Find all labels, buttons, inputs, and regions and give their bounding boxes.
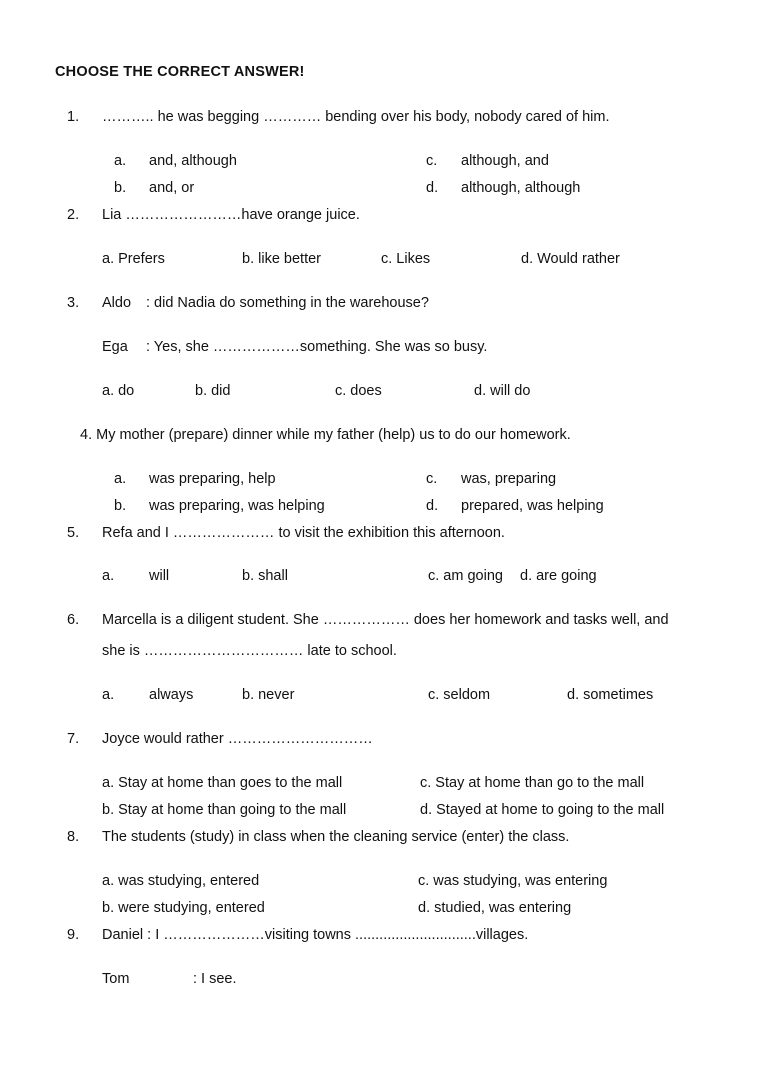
dialog-speaker: Tom xyxy=(102,971,130,987)
option-letter: a. xyxy=(114,471,127,487)
page-title: CHOOSE THE CORRECT ANSWER! xyxy=(55,64,305,80)
question-text: Daniel : I …………………visiting towns ..............................villages. xyxy=(102,927,529,943)
option-d: d. sometimes xyxy=(567,687,654,703)
dialog-line: : Yes, she ………………something. She was so busy. xyxy=(146,339,488,355)
question-text: 4. My mother (prepare) dinner while my father (help) us to do our homework. xyxy=(80,427,571,443)
question-number: 3. xyxy=(67,295,80,311)
dialog-line: : I see. xyxy=(193,971,237,987)
option-letter: c. xyxy=(426,153,438,169)
dialog-speaker: Aldo xyxy=(102,295,132,311)
option-c: c. does xyxy=(335,383,382,399)
option-c: although, and xyxy=(461,153,549,169)
option-d: d. will do xyxy=(474,383,531,399)
option-c: c. Stay at home than go to the mall xyxy=(420,775,645,791)
option-d: prepared, was helping xyxy=(461,498,604,514)
question-text: ……….. he was begging ………… bending over his body, nobody cared of him. xyxy=(102,109,610,125)
option-a: was preparing, help xyxy=(149,471,276,487)
question-text: Lia ……………………have orange juice. xyxy=(102,207,360,223)
option-a: and, although xyxy=(149,153,237,169)
option-a: a. do xyxy=(102,383,135,399)
question-number: 5. xyxy=(67,525,80,541)
question-number: 1. xyxy=(67,109,80,125)
question-number: 8. xyxy=(67,829,80,845)
option-b: b. Stay at home than going to the mall xyxy=(102,802,347,818)
option-a: a. was studying, entered xyxy=(102,873,260,889)
question-number: 7. xyxy=(67,731,80,747)
option-a: will xyxy=(149,568,170,584)
option-a: a. Prefers xyxy=(102,251,165,267)
option-d: d. studied, was entering xyxy=(418,900,572,916)
option-b: b. shall xyxy=(242,568,288,584)
question-number: 2. xyxy=(67,207,80,223)
option-letter: b. xyxy=(114,180,127,196)
option-letter: d. xyxy=(426,498,439,514)
question-number: 6. xyxy=(67,612,80,628)
option-letter: c. xyxy=(426,471,438,487)
option-b: was preparing, was helping xyxy=(149,498,325,514)
option-letter: a. xyxy=(102,568,115,584)
question-text: Marcella is a diligent student. She ……………… does her homework and tasks well, and xyxy=(102,612,669,628)
option-letter: d. xyxy=(426,180,439,196)
question-text: The students (study) in class when the cleaning service (enter) the class. xyxy=(102,829,570,845)
option-c: c. was studying, was entering xyxy=(418,873,608,889)
option-letter: a. xyxy=(114,153,127,169)
option-d: d. Stayed at home to going to the mall xyxy=(420,802,665,818)
option-a: a. Stay at home than goes to the mall xyxy=(102,775,343,791)
option-c: c. am going xyxy=(428,568,503,584)
option-b: and, or xyxy=(149,180,195,196)
option-b: b. were studying, entered xyxy=(102,900,265,916)
question-text: Refa and I ………………… to visit the exhibition this afternoon. xyxy=(102,525,505,541)
option-d: d. are going xyxy=(520,568,597,584)
option-letter: b. xyxy=(114,498,127,514)
option-c: c. Likes xyxy=(381,251,431,267)
option-d: d. Would rather xyxy=(521,251,620,267)
option-a: always xyxy=(149,687,194,703)
option-c: was, preparing xyxy=(461,471,557,487)
question-text-continued: she is …………………………… late to school. xyxy=(102,643,397,659)
option-b: b. never xyxy=(242,687,295,703)
option-d: although, although xyxy=(461,180,581,196)
question-text: Joyce would rather ………………………… xyxy=(102,731,373,747)
option-b: b. like better xyxy=(242,251,321,267)
dialog-speaker: Ega xyxy=(102,339,128,355)
option-letter: a. xyxy=(102,687,115,703)
option-b: b. did xyxy=(195,383,231,399)
option-c: c. seldom xyxy=(428,687,491,703)
question-number: 9. xyxy=(67,927,80,943)
dialog-line: : did Nadia do something in the warehouse? xyxy=(146,295,429,311)
